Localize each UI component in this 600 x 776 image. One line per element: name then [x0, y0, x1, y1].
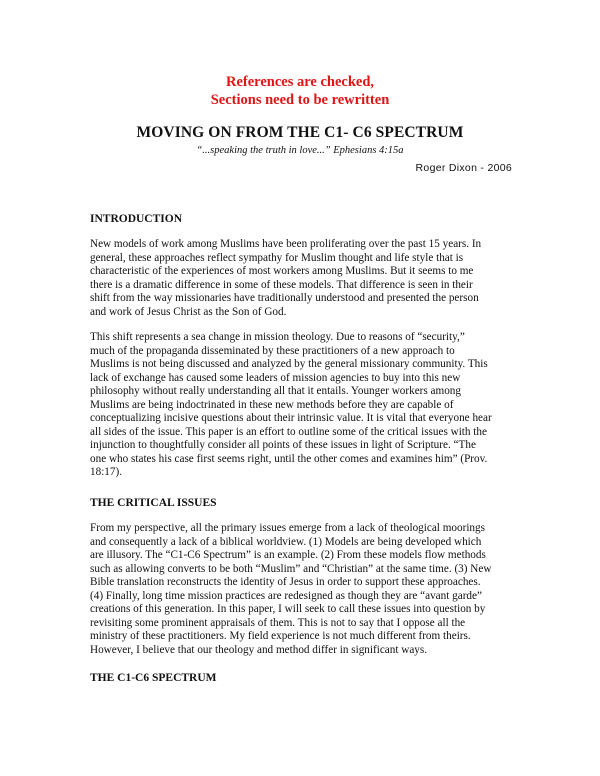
- text-line: and consequently a lack of a biblical worldview. (1) Models are being developed which: [90, 535, 482, 548]
- text-line: This shift represents a sea change in mission theology. Due to reasons of “security,”: [90, 331, 465, 343]
- paragraph-introduction-2: [90, 331, 515, 480]
- text-line: Muslims are being indoctrinated in these new methods before they are capable of: [90, 398, 454, 411]
- text-line: However, I believe that our theology and method differ in significant ways.: [90, 643, 428, 656]
- text-line: and work of Jesus Christ as the Son of God.: [90, 305, 287, 318]
- review-note-line-2: Sections need to be rewritten: [210, 92, 390, 108]
- text-line: much of the propaganda disseminated by these practitioners of a new approach to: [90, 344, 455, 357]
- document-author: Roger Dixon - 2006: [415, 162, 512, 174]
- text-line: all sides of the issue. This paper is an effort to outline some of the critical issues with the: [90, 425, 487, 438]
- document-epigraph: “...speaking the truth in love...” Ephesians 4:15a: [196, 145, 404, 156]
- section-heading-critical-issues: THE CRITICAL ISSUES: [90, 497, 217, 509]
- text-line: injunction to thoughtfully consider all points of these issues in light of Scripture. “The: [90, 439, 476, 451]
- text-line: one who states his case first seems right, until the other comes and examines him” (Prov.: [90, 452, 488, 465]
- text-line: (4) Finally, long time mission practices are redesigned as though they are “avant garde”: [90, 589, 482, 602]
- text-line: New models of work among Muslims have been proliferating over the past 15 years. In: [90, 238, 482, 250]
- text-line: there is a dramatic difference in some of these models. That difference is seen in their: [90, 278, 473, 291]
- text-line: general, these approaches reflect sympathy for Muslim thought and life style that is: [90, 251, 464, 264]
- text-line: are illusory. The “C1-C6 Spectrum” is an example. (2) From these models flow methods: [90, 549, 486, 561]
- text-line: shift from the way missionaries have traditionally understood and presented the person: [90, 292, 479, 304]
- review-note-line-1: References are checked,: [225, 74, 375, 90]
- text-line: Bible translation reconstructs the identity of Jesus in order to support these approaches.: [90, 576, 481, 588]
- text-line: 18:17).: [90, 466, 123, 478]
- section-heading-introduction: INTRODUCTION: [90, 213, 183, 225]
- text-line: From my perspective, all the primary issues emerge from a lack of theological moorings: [90, 522, 485, 534]
- text-line: such as allowing converts to be both “Muslim” and “Christian” at the same time. (3) New: [90, 562, 492, 575]
- text-line: ministry of these practitioners. My field experience is not much different from theirs.: [90, 630, 471, 642]
- text-line: conceptualizing incisive questions about their intrinsic value. It is vital that everyone hear: [90, 412, 492, 424]
- section-heading-c1-c6-spectrum: THE C1-C6 SPECTRUM: [90, 672, 217, 684]
- text-line: philosophy without really understanding all that it entails. Younger workers among: [90, 385, 461, 397]
- text-line: revisiting some prominent appraisals of them. This is not to say that I oppose all the: [90, 616, 466, 629]
- document-title: MOVING ON FROM THE C1- C6 SPECTRUM: [136, 124, 464, 141]
- paragraph-critical-issues: [90, 522, 515, 657]
- text-line: Muslims is not being discussed and analyzed by the general missionary community. This: [90, 358, 488, 370]
- paragraph-introduction-1: [90, 238, 515, 319]
- text-line: lack of exchange has caused some leaders of mission agencies to buy into this new: [90, 371, 461, 384]
- text-line: creations of this generation. In this paper, I will seek to call these issues into question by: [90, 603, 486, 615]
- text-line: characteristic of the experiences of most workers among Muslims. But it seems to me: [90, 265, 474, 277]
